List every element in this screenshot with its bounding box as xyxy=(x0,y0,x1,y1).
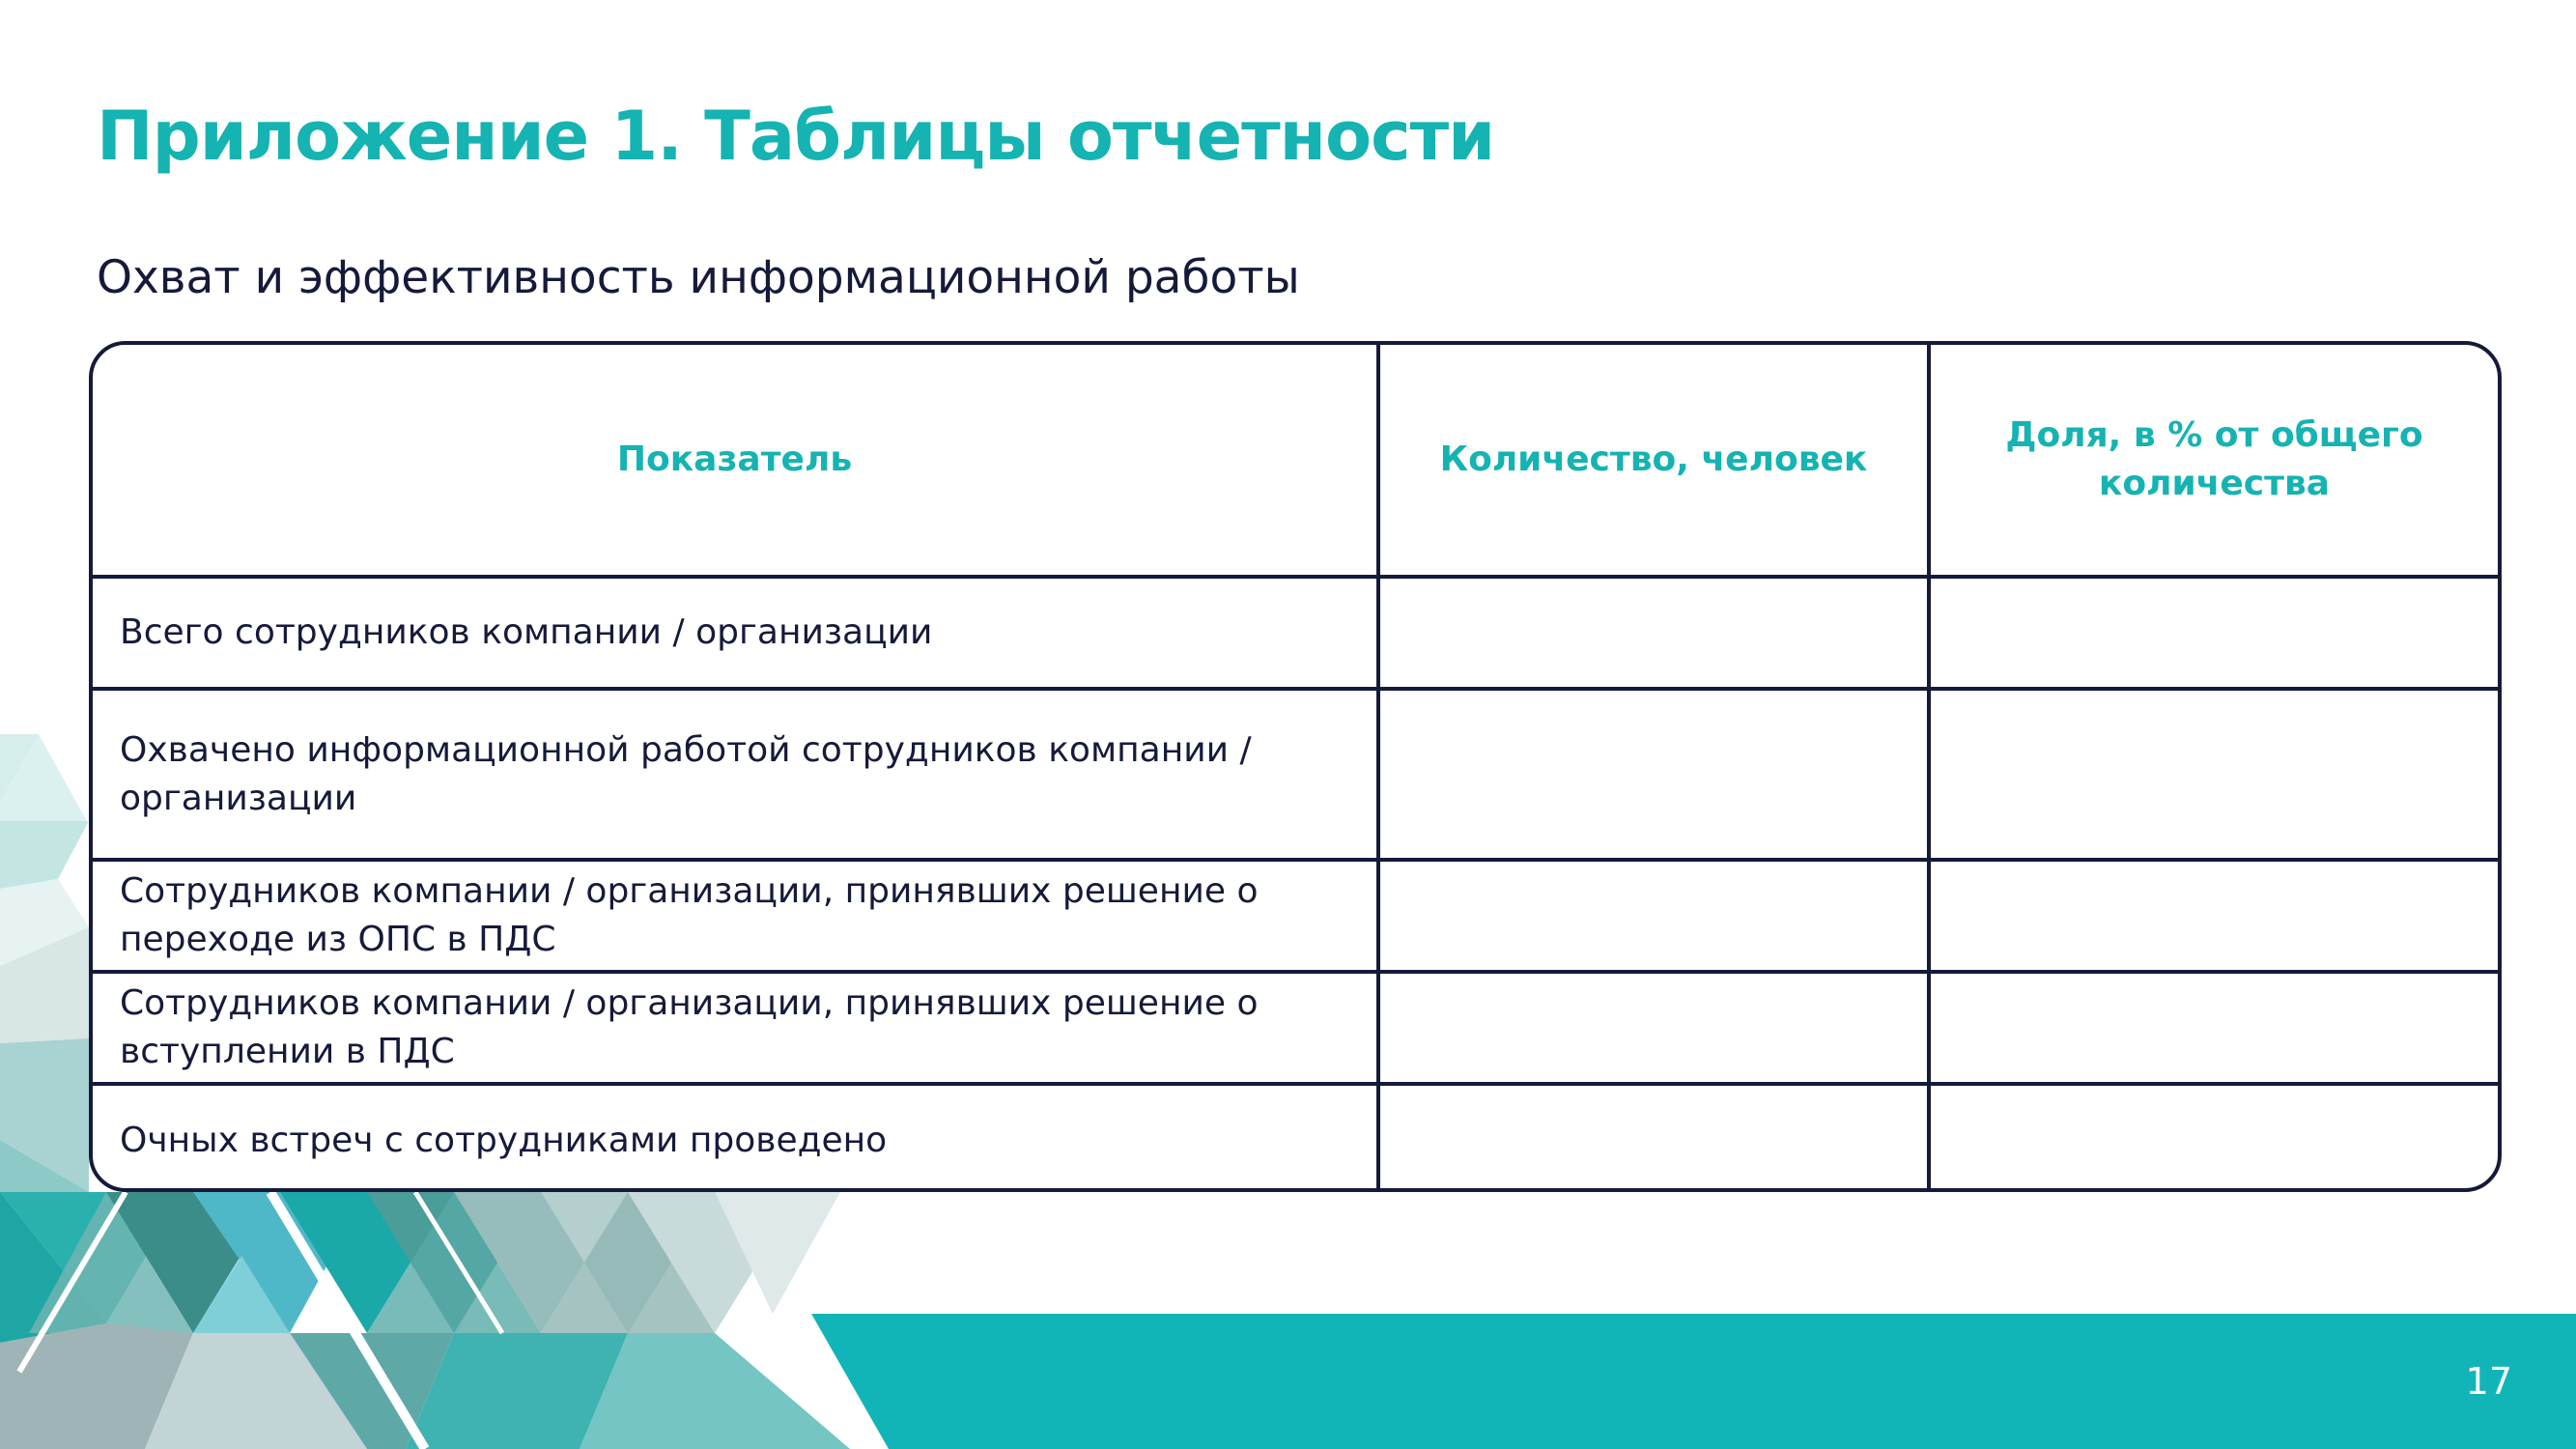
table-row xyxy=(93,1084,2498,1192)
table-header-row xyxy=(93,345,2498,577)
header-indicator: Показатель xyxy=(93,345,1378,577)
report-table-frame xyxy=(89,341,2502,1192)
table-row xyxy=(93,860,2498,972)
table-row xyxy=(93,972,2498,1084)
footer-band xyxy=(811,1314,2576,1449)
share-cell xyxy=(1929,577,2498,689)
row-label: Очных встреч с сотрудниками проведено xyxy=(93,1084,1378,1192)
count-cell xyxy=(1378,689,1929,860)
row-label: Сотрудников компании / организации, принявших решение о вступлении в ПДС xyxy=(93,972,1378,1084)
table-row xyxy=(93,577,2498,689)
row-label: Сотрудников компании / организации, принявших решение о переходе из ОПС в ПДС xyxy=(93,860,1378,972)
share-cell xyxy=(1929,860,2498,972)
page-title: Приложение 1. Таблицы отчетности xyxy=(97,97,1495,176)
table-row xyxy=(93,689,2498,860)
header-share: Доля, в % от общего количества xyxy=(1929,345,2498,577)
row-label: Охвачено информационной работой сотрудников компании / организации xyxy=(93,689,1378,860)
count-cell xyxy=(1378,860,1929,972)
count-cell xyxy=(1378,972,1929,1084)
page-number: 17 xyxy=(2465,1360,2512,1403)
count-cell xyxy=(1378,1084,1929,1192)
report-table xyxy=(93,345,2498,1192)
share-cell xyxy=(1929,972,2498,1084)
row-label: Всего сотрудников компании / организации xyxy=(93,577,1378,689)
table-subtitle: Охват и эффективность информационной работы xyxy=(97,251,1300,304)
header-count: Количество, человек xyxy=(1378,345,1929,577)
count-cell xyxy=(1378,577,1929,689)
share-cell xyxy=(1929,1084,2498,1192)
share-cell xyxy=(1929,689,2498,860)
